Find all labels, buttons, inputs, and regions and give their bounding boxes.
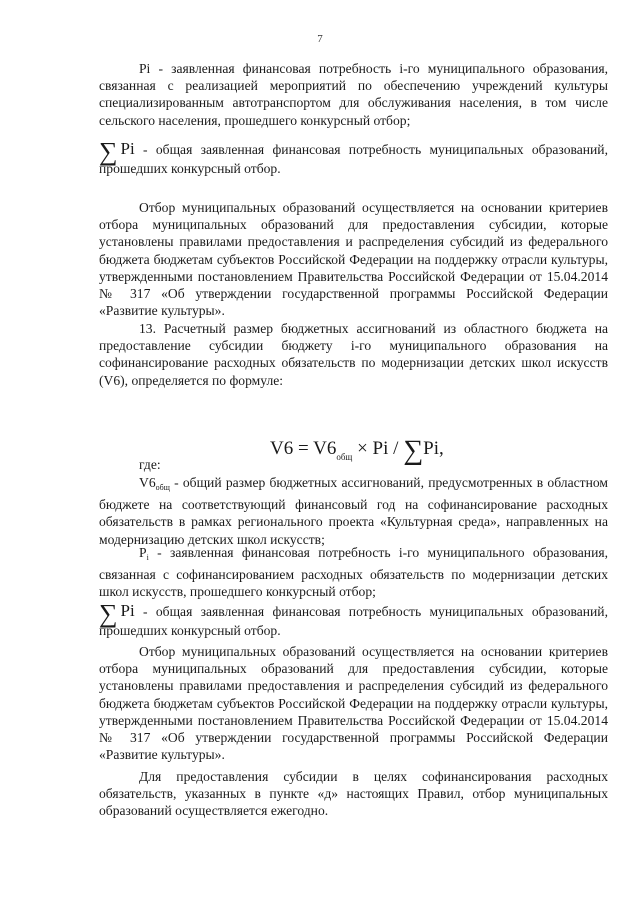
v6-variable: V6 bbox=[139, 475, 156, 490]
sum-variable-2: Pi bbox=[120, 601, 135, 620]
paragraph-selection-criteria-2: Отбор муниципальных образований осуществляется на основании критериев отбора муниципальных образований для предоставления субсидии, которые установлены правилами предоставления и распределения субсидий из федерального бюджета бюджетам субъектов Российской Федерации на поддержку отрасли культуры, утвержденными постановлением Правительства Российской Федерации от 15.04.2014 № 317 «Об утверждении государственной программы Российской Федерации «Развитие культуры». bbox=[99, 644, 608, 763]
pi-subscript: i bbox=[146, 553, 149, 562]
sum-definition-text: - общая заявленная финансовая потребность муниципальных образований, прошедших конкурсный отбор. bbox=[99, 142, 608, 176]
where-label: где: bbox=[139, 457, 161, 472]
formula-lhs-subscript: общ bbox=[336, 452, 353, 462]
paragraph-13: 13. Расчетный размер бюджетных ассигнований из областного бюджета на предоставление субсидии бюджету i-го муниципального образования на софинансирование расходных обязательств по модернизации детских школ искусств (V6), определяется по формуле: bbox=[99, 321, 608, 388]
paragraph-annual-selection: Для предоставления субсидии в целях софинансирования расходных обязательств, указанных в пункте «д» настоящих Правил, отбор муниципальных образований осуществляется ежегодно. bbox=[99, 769, 608, 819]
formula-middle: × Pi / bbox=[352, 438, 404, 459]
page-number: 7 bbox=[317, 33, 323, 45]
paragraph-selection-criteria: Отбор муниципальных образований осуществляется на основании критериев отбора муниципальных образований для предоставления субсидии, которые установлены правилами предоставления и распределения субсидий из федерального бюджета бюджетам субъектов Российской Федерации на поддержку отрасли культуры, утвержденными постановлением Правительства Российской Федерации от 15.04.2014 № 317 «Об утверждении государственной программы Российской Федерации «Развитие культуры». bbox=[99, 200, 608, 319]
v6-subscript: общ bbox=[155, 483, 170, 492]
v6-definition-text: - общий размер бюджетных ассигнований, предусмотренных в областном бюджете на соответствующий финансовый год на софинансирование расходных обязательств в рамках регионального проекта «Культурная среда», направленных на модернизацию детских школ искусств; bbox=[99, 475, 608, 547]
paragraph-sum-definition bbox=[99, 137, 608, 177]
sum-definition-text-2: - общая заявленная финансовая потребность муниципальных образований, прошедших конкурсный отбор. bbox=[99, 604, 608, 638]
paragraph-pi-definition: Pi - заявленная финансовая потребность i-го муниципального образования, связанная с реализацией мероприятий по обеспечению учреждений культуры специализированным автотранспортом для обслуживания населения, в том числе сельского населения, прошедшего конкурсный отбор; bbox=[99, 61, 608, 128]
sum-symbol-2: ∑ bbox=[99, 599, 118, 628]
formula-sum-symbol: ∑ bbox=[403, 435, 424, 466]
formula-lhs: V6 = V6 bbox=[270, 438, 337, 459]
paragraph-pi-definition-2 bbox=[99, 544, 608, 601]
pi-definition-text: - заявленная финансовая потребность i-го муниципального образования, связанная с софинансированием расходных обязательств по модернизации детских школ искусств, прошедшего конкурсный отбор; bbox=[99, 545, 608, 600]
pi-variable: P bbox=[139, 545, 147, 560]
paragraph-sum-definition-2 bbox=[99, 599, 608, 639]
sum-symbol: ∑ bbox=[99, 137, 118, 166]
paragraph-v6-definition bbox=[99, 474, 608, 548]
sum-variable: Pi bbox=[120, 139, 135, 158]
formula-rhs: Pi, bbox=[423, 438, 444, 459]
